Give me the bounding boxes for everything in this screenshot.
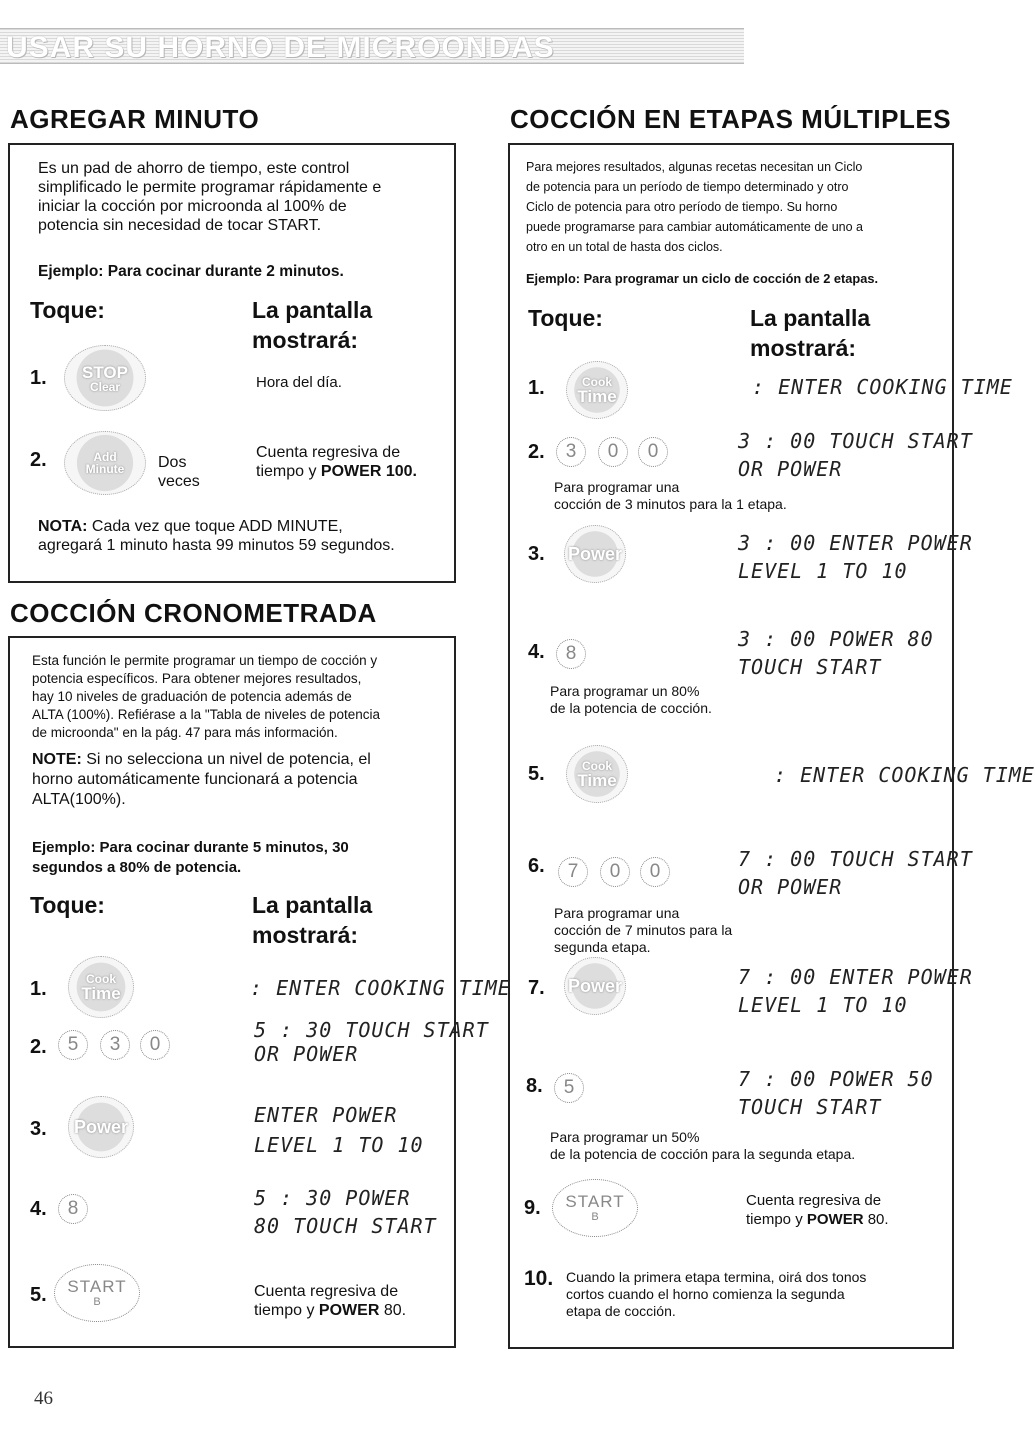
etapas-multiples-box [508,143,1035,1349]
etapas-step-4-number: 4. [528,641,545,663]
cook-time-pad[interactable]: Cook Time [68,956,134,1018]
cronometrada-display-5: Cuenta regresiva de tiempo y POWER 80. [254,1283,407,1319]
agregar-example: Ejemplo: Para cocinar durante 2 minutos. [38,263,344,280]
agregar-step-1-number: 1. [30,367,47,389]
agregar-pantalla-heading-1: La pantalla [252,297,373,323]
page-number: 46 [34,1388,53,1409]
cronometrada-note: NOTE: Si no selecciona un nivel de potencia, el horno automáticamente funcionará a potencia ALTA(100%). [32,751,371,808]
number-key-8[interactable]: 8 [58,1194,88,1224]
banner-title: USAR SU HORNO DE MICROONDAS [6,31,555,64]
number-key-5[interactable]: 5 [58,1030,88,1060]
number-key-3[interactable]: 3 [100,1030,130,1060]
number-key-0[interactable]: 0 [638,437,668,467]
agregar-minuto-box [8,143,456,583]
etapas-example: Ejemplo: Para programar un ciclo de cocción de 2 etapas. [526,271,879,286]
cronometrada-step-2-number: 2. [30,1036,47,1058]
number-key-0[interactable]: 0 [140,1030,170,1060]
agregar-intro: Es un pad de ahorro de tiempo, este control simplificado le permite programar rápidamente e iniciar la cocción por microonda al 100% de potencia sin necesidad de tocar START. [38,160,382,234]
number-key-0[interactable]: 0 [598,437,628,467]
cronometrada-toque-heading: Toque: [30,892,105,918]
etapas-display-8: 7 : 00 POWER 50 TOUCH START [738,1067,934,1119]
etapas-step-1-number: 1. [528,377,545,399]
etapas-note-6: Para programar una cocción de 7 minutos para la segunda etapa. [554,905,733,955]
etapas-display-5: : ENTER COOKING TIME [774,763,1035,787]
agregar-step-2-number: 2. [30,449,47,471]
section-banner [0,28,744,64]
etapas-multiples-title: COCCIÓN EN ETAPAS MÚLTIPLES [510,104,952,134]
etapas-step-9-number: 9. [524,1197,541,1219]
agregar-pantalla-heading-2: mostrará: [252,327,359,353]
number-key-3[interactable]: 3 [556,437,586,467]
power-pad[interactable]: Power [564,525,626,583]
etapas-note-10: Cuando la primera etapa termina, oirá dos tonos cortos cuando el horno comienza la segunda etapa de cocción. [566,1269,867,1319]
cronometrada-example: Ejemplo: Para cocinar durante 5 minutos, 30 segundos a 80% de potencia. [32,839,349,876]
etapas-pantalla-heading-2: mostrará: [750,335,857,361]
agregar-step-2-times: Dos veces [158,454,200,490]
power-pad[interactable]: Power [564,957,626,1015]
cronometrada-pantalla-heading-2: mostrará: [252,922,359,948]
agregar-step-1-display: Hora del día. [256,374,342,391]
cook-time-pad[interactable]: Cook Time [566,745,628,803]
stop-clear-pad[interactable]: STOP Clear [64,345,146,411]
number-key-7[interactable]: 7 [558,857,588,887]
coccion-cronometrada-title: COCCIÓN CRONOMETRADA [10,598,377,628]
etapas-toque-heading: Toque: [528,305,603,331]
cronometrada-display-2: 5 : 30 TOUCH START OR POWER [254,1018,489,1066]
start-pad[interactable]: START B [552,1179,638,1237]
cronometrada-display-4: 5 : 30 POWER 80 TOUCH START [254,1186,437,1238]
etapas-note-4: Para programar un 80% de la potencia de cocción. [550,683,712,716]
agregar-step-2-display: Cuenta regresiva de tiempo y POWER 100. [256,444,417,480]
etapas-step-2-number: 2. [528,441,545,463]
start-pad[interactable]: START B [54,1264,140,1322]
etapas-step-7-number: 7. [528,977,545,999]
etapas-step-8-number: 8. [526,1075,543,1097]
agregar-nota: NOTA: Cada vez que toque ADD MINUTE, agregará 1 minuto hasta 99 minutos 59 segundos. [38,518,395,554]
etapas-step-10-number: 10. [524,1267,554,1290]
agregar-toque-heading: Toque: [30,297,105,323]
number-key-8[interactable]: 8 [556,639,586,669]
etapas-step-6-number: 6. [528,855,545,877]
etapas-display-6: 7 : 00 TOUCH START OR POWER [738,847,973,899]
etapas-display-1: : ENTER COOKING TIME [752,375,1013,399]
number-key-0[interactable]: 0 [600,857,630,887]
cook-time-pad[interactable]: Cook Time [566,361,628,419]
number-key-0[interactable]: 0 [640,857,670,887]
number-key-5[interactable]: 5 [554,1073,584,1103]
etapas-note-8: Para programar un 50% de la potencia de cocción para la segunda etapa. [550,1129,856,1162]
etapas-display-2: 3 : 00 TOUCH START OR POWER [738,429,973,481]
etapas-display-3: 3 : 00 ENTER POWER LEVEL 1 TO 10 [738,531,973,583]
cronometrada-step-5-number: 5. [30,1284,47,1306]
coccion-cronometrada-box [8,636,511,1348]
etapas-display-7: 7 : 00 ENTER POWER LEVEL 1 TO 10 [738,965,973,1017]
agregar-minuto-title: AGREGAR MINUTO [10,104,260,134]
etapas-intro: Para mejores resultados, algunas recetas necesitan un Ciclo de potencia para un período de tiempo determinado y otro Ciclo de potencia para otro período de tiempo. Su horno puede programarse para cambiar automáticamente de uno a otro en un total de hasta dos ciclos. [526,160,864,254]
cronometrada-step-4-number: 4. [30,1198,47,1220]
cronometrada-intro: Esta función le permite programar un tiempo de cocción y potencia específicos. Para obtener mejores resultados, hay 10 niveles de graduación de potencia además de ALTA (100%). Refiérase a la "Tabla de niveles de potencia de microonda" en la pág. 47 para más información. [32,653,380,740]
etapas-note-2: Para programar una cocción de 3 minutos para la 1 etapa. [554,479,787,512]
cronometrada-pantalla-heading-1: La pantalla [252,892,373,918]
etapas-display-9: Cuenta regresiva de tiempo y POWER 80. [746,1192,889,1228]
cronometrada-step-3-number: 3. [30,1118,47,1140]
etapas-pantalla-heading-1: La pantalla [750,305,871,331]
add-minute-pad[interactable]: Add Minute [64,431,146,495]
etapas-step-3-number: 3. [528,543,545,565]
power-pad[interactable]: Power [68,1096,134,1158]
etapas-step-5-number: 5. [528,763,545,785]
etapas-display-4: 3 : 00 POWER 80 TOUCH START [738,627,934,679]
cronometrada-display-3: ENTER POWER LEVEL 1 TO 10 [254,1103,424,1157]
cronometrada-step-1-number: 1. [30,978,47,1000]
cronometrada-display-1: : ENTER COOKING TIME [250,976,511,1000]
